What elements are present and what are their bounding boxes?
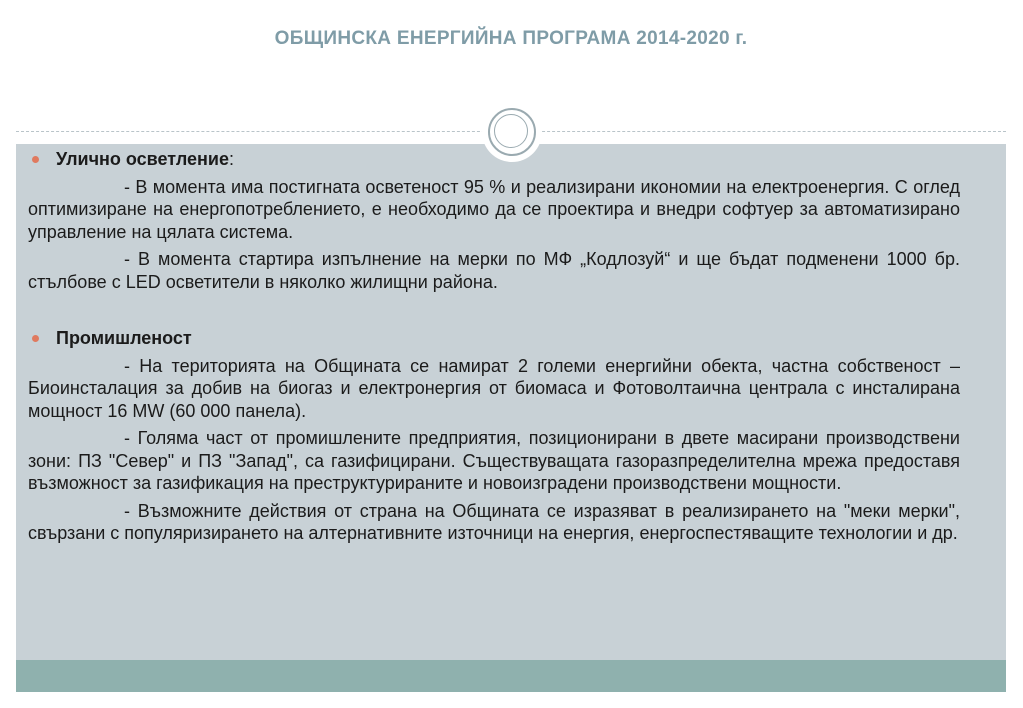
- paragraph: - Голяма част от промишлените предприятия, позиционирани в двете масирани производствени зони: ПЗ "Север" и ПЗ "Запад", са газифицирани. Съществуващата газоразпределителна мрежа предоставя възможност за газификация на преструктурираните и новоизградени производствени мощности.: [28, 428, 960, 493]
- circle-ornament-icon: [482, 102, 542, 162]
- bullet-icon: [32, 335, 39, 342]
- paragraph: - Възможните действия от страна на Общината се изразяват в реализирането на "меки мерки", свързани с популяризирането на алтернативните източници на енергия, енергоспестяващите технологии и др.: [28, 500, 960, 543]
- section-heading-text: Промишленост: [56, 328, 192, 348]
- section-heading-suffix: :: [229, 149, 235, 169]
- slide-body: [28, 148, 960, 545]
- section-heading-industry: [28, 327, 960, 350]
- bullet-icon: [32, 156, 39, 163]
- section-spacer: [28, 293, 960, 327]
- slide-title: ОБЩИНСКА ЕНЕРГИЙНА ПРОГРАМА 2014-2020 г.: [274, 28, 748, 49]
- paragraph: - На територията на Общината се намират 2 големи енергийни обекта, частна собственост – Биоинсталация за добив на биогаз и електронергия от биомаса и Фотоволтаична централа с инсталирана мощност 16 MW (60 000 панела).: [28, 355, 960, 421]
- footer-bar: [16, 660, 1006, 692]
- section-heading-text: Улично осветление: [56, 149, 229, 169]
- paragraph: - В момента стартира изпълнение на мерки по МФ „Кодлозуй“ и ще бъдат подменени 1000 бр. стълбове с LED осветители в няколко жилищни района.: [28, 249, 960, 292]
- paragraph: - В момента има постигната осветеност 95 % и реализирани икономии на електроенергия. С оглед оптимизиране на енергопотреблението, е необходимо да се проектира и внедри софтуер за автоматизирано управление на цялата система.: [28, 176, 960, 242]
- ornament-inner-ring: [494, 114, 528, 148]
